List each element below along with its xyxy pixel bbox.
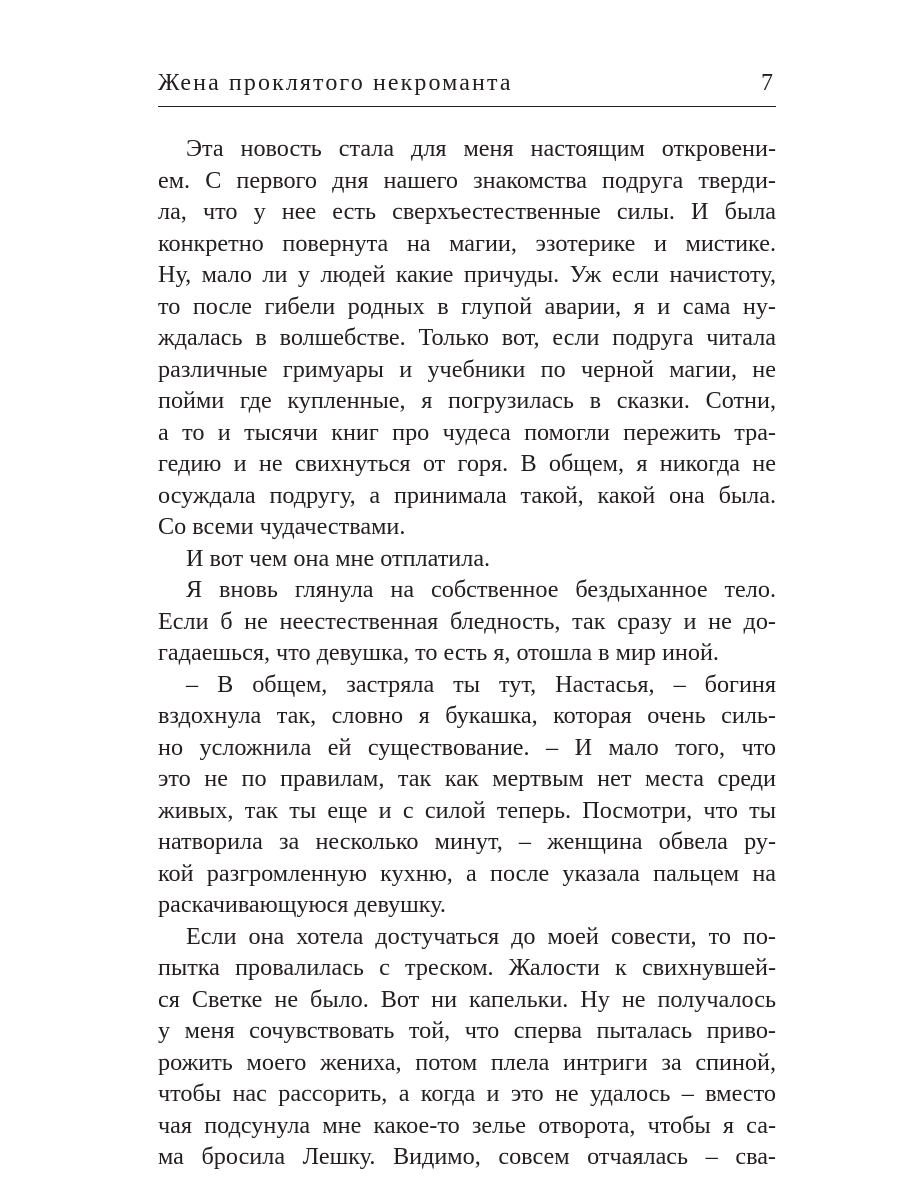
text-line: – В общем, застряла ты тут, Настасья, – богиня [186,670,776,698]
book-title: Жена проклятого некроманта [158,70,513,96]
body-text [158,133,776,1173]
text-line: Если она хотела достучаться до моей совести, то по- [186,922,776,950]
text-line: пытка провалилась с треском. Жалости к свихнувшей- [158,954,776,981]
text-line: гедию и не свихнуться от горя. В общем, я никогда не [158,450,776,477]
text-line: рожить моего жениха, потом плела интриги за спиной, [158,1048,776,1076]
text-line: ла, что у нее есть сверхъестественные силы. И была [158,198,776,225]
text-line: натворила за несколько минут, – женщина обвела ру- [158,828,776,855]
text-line: но усложнила ей существование. – И мало того, что [158,733,776,761]
text-line: ма бросила Лешку. Видимо, совсем отчаялась – сва- [158,1143,776,1170]
text-line: Я вновь глянула на собственное бездыханное тело. [186,576,776,603]
text-line: конкретно повернута на магии, эзотерике и мистике. [158,229,776,257]
text-line: гадаешься, что девушка, то есть я, отошла в мир иной. [158,639,719,666]
text-line: Эта новость стала для меня настоящим откровени- [186,135,776,162]
page-number: 7 [761,70,773,96]
text-line: пойми где купленные, я погрузилась в сказки. Сотни, [158,387,776,414]
text-line: И вот чем она мне отплатила. [186,544,491,572]
text-line: ся Светке не было. Вот ни капельки. Ну не получалось [158,985,776,1013]
text-line: ем. С первого дня нашего знакомства подруга тверди- [158,166,776,194]
text-line: раскачивающуюся девушку. [158,891,446,918]
text-line: чая подсунула мне какое-то зелье отворота, чтобы я са- [158,1111,776,1139]
text-line: различные гримуары и учебники по черной магии, не [158,355,776,383]
text-line: Ну, мало ли у людей какие причуды. Уж если начистоту, [158,261,776,288]
text-line: а то и тысячи книг про чудеса помогли пережить тра- [158,418,776,446]
text-line: у меня сочувствовать той, что сперва пыталась приво- [158,1017,776,1044]
text-line: живых, так ты еще и с силой теперь. Посмотри, что ты [158,796,776,824]
text-line: это не по правилам, так как мертвым нет места среди [158,765,776,792]
text-line: вздохнула так, словно я букашка, которая очень силь- [158,702,776,729]
text-line: Со всеми чудачествами. [158,513,406,540]
text-line: ждалась в волшебстве. Только вот, если подруга читала [158,324,776,351]
text-line: осуждала подругу, а принимала такой, какой она была. [158,481,776,509]
text-line: Если б не неестественная бледность, так сразу и не до- [158,607,776,635]
text-line: то после гибели родных в глупой аварии, я и сама ну- [158,292,776,320]
text-line: кой разгромленную кухню, а после указала пальцем на [158,859,776,887]
running-header [158,66,776,107]
text-line: чтобы нас рассорить, а когда и это не удалось – вместо [158,1080,776,1107]
